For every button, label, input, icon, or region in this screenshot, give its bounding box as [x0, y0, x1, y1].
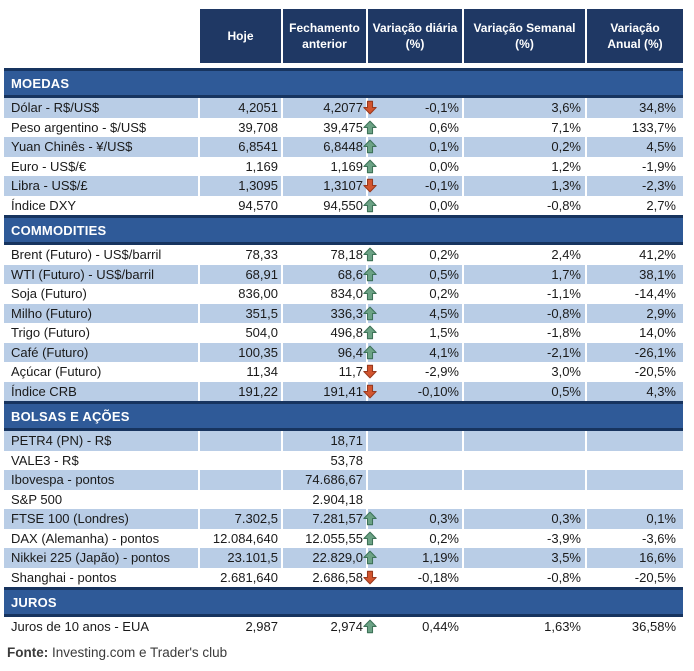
cell-variacao-semanal: -0,8%	[464, 568, 585, 588]
up-arrow-icon	[361, 247, 378, 262]
row-label: WTI (Futuro) - US$/barril	[4, 265, 198, 285]
cell-fechamento-anterior: 191,41	[283, 382, 366, 402]
column-header-1: Hoje	[200, 9, 281, 63]
row-label: Dólar - R$/US$	[4, 98, 198, 118]
table-row	[4, 304, 683, 324]
cell-fechamento-anterior: 53,78	[283, 451, 366, 471]
cell-variacao-semanal: 0,2%	[464, 137, 585, 157]
cell-fechamento-anterior: 39,475	[283, 118, 366, 138]
cell-variacao-anual: -26,1%	[587, 343, 683, 363]
up-arrow-icon	[361, 325, 378, 340]
cell-variacao-diaria	[368, 490, 462, 510]
cell-variacao-semanal: 1,3%	[464, 176, 585, 196]
cell-hoje	[200, 490, 281, 510]
cell-hoje	[200, 451, 281, 471]
table-body	[4, 68, 683, 637]
cell-fechamento-anterior: 11,7	[283, 362, 366, 382]
cell-variacao-diaria: 0,5%	[368, 265, 462, 285]
cell-variacao-diaria: -0,18%	[368, 568, 462, 588]
down-arrow-icon	[361, 178, 378, 193]
cell-variacao-anual	[587, 470, 683, 490]
row-label: Café (Futuro)	[4, 343, 198, 363]
cell-variacao-anual	[587, 490, 683, 510]
row-label: Nikkei 225 (Japão) - pontos	[4, 548, 198, 568]
cell-variacao-diaria	[368, 431, 462, 451]
down-arrow-icon	[361, 364, 378, 379]
cell-variacao-anual	[587, 451, 683, 471]
cell-hoje	[200, 470, 281, 490]
cell-fechamento-anterior: 22.829,0	[283, 548, 366, 568]
cell-variacao-anual: -1,9%	[587, 157, 683, 177]
up-arrow-icon	[361, 120, 378, 135]
cell-variacao-diaria: 0,0%	[368, 196, 462, 216]
cell-fechamento-anterior: 12.055,55	[283, 529, 366, 549]
table-row	[4, 548, 683, 568]
up-arrow-icon	[361, 511, 378, 526]
row-label: Brent (Futuro) - US$/barril	[4, 245, 198, 265]
cell-hoje: 504,0	[200, 323, 281, 343]
cell-variacao-diaria: 0,2%	[368, 529, 462, 549]
cell-variacao-semanal: -0,8%	[464, 196, 585, 216]
cell-variacao-diaria: -0,1%	[368, 176, 462, 196]
cell-fechamento-anterior: 96,4	[283, 343, 366, 363]
cell-hoje: 2.681,640	[200, 568, 281, 588]
table-row	[4, 157, 683, 177]
cell-fechamento-anterior: 2.686,58	[283, 568, 366, 588]
cell-variacao-semanal: 1,2%	[464, 157, 585, 177]
cell-hoje: 11,34	[200, 362, 281, 382]
cell-hoje: 68,91	[200, 265, 281, 285]
row-label: Peso argentino - $/US$	[4, 118, 198, 138]
table-header-row	[4, 9, 683, 63]
cell-variacao-anual: 14,0%	[587, 323, 683, 343]
cell-variacao-anual: -20,5%	[587, 362, 683, 382]
cell-variacao-semanal: -3,9%	[464, 529, 585, 549]
cell-variacao-anual: -2,3%	[587, 176, 683, 196]
table-row	[4, 98, 683, 118]
row-label: Shanghai - pontos	[4, 568, 198, 588]
cell-variacao-semanal: 2,4%	[464, 245, 585, 265]
cell-variacao-semanal: 3,0%	[464, 362, 585, 382]
cell-variacao-diaria: 0,1%	[368, 137, 462, 157]
table-row	[4, 470, 683, 490]
cell-variacao-semanal: 1,7%	[464, 265, 585, 285]
cell-hoje: 6,8541	[200, 137, 281, 157]
cell-fechamento-anterior: 336,3	[283, 304, 366, 324]
up-arrow-icon	[361, 619, 378, 634]
cell-variacao-semanal	[464, 451, 585, 471]
up-arrow-icon	[361, 286, 378, 301]
cell-hoje: 1,3095	[200, 176, 281, 196]
row-label: VALE3 - R$	[4, 451, 198, 471]
cell-hoje	[200, 431, 281, 451]
cell-variacao-semanal	[464, 490, 585, 510]
row-label: Milho (Futuro)	[4, 304, 198, 324]
cell-variacao-semanal: -1,1%	[464, 284, 585, 304]
cell-hoje: 39,708	[200, 118, 281, 138]
down-arrow-icon	[361, 570, 378, 585]
cell-variacao-diaria: 0,2%	[368, 245, 462, 265]
cell-fechamento-anterior: 68,6	[283, 265, 366, 285]
cell-fechamento-anterior: 834,0	[283, 284, 366, 304]
cell-fechamento-anterior: 94,550	[283, 196, 366, 216]
cell-variacao-anual: -14,4%	[587, 284, 683, 304]
cell-variacao-anual: -3,6%	[587, 529, 683, 549]
cell-variacao-diaria: -2,9%	[368, 362, 462, 382]
cell-variacao-semanal	[464, 470, 585, 490]
cell-variacao-diaria	[368, 451, 462, 471]
section-header-commodities: COMMODITIES	[4, 215, 683, 245]
cell-hoje: 23.101,5	[200, 548, 281, 568]
cell-fechamento-anterior: 7.281,57	[283, 509, 366, 529]
cell-variacao-anual	[587, 431, 683, 451]
cell-variacao-diaria: 0,2%	[368, 284, 462, 304]
column-header-2: Fechamento anterior	[283, 9, 366, 63]
cell-hoje: 7.302,5	[200, 509, 281, 529]
section-header-juros: JUROS	[4, 587, 683, 617]
cell-variacao-semanal: 0,3%	[464, 509, 585, 529]
table	[4, 9, 683, 660]
cell-variacao-anual: -20,5%	[587, 568, 683, 588]
cell-variacao-anual: 34,8%	[587, 98, 683, 118]
table-row	[4, 431, 683, 451]
row-label: Libra - US$/£	[4, 176, 198, 196]
cell-variacao-semanal: 3,6%	[464, 98, 585, 118]
up-arrow-icon	[361, 159, 378, 174]
table-row	[4, 451, 683, 471]
cell-variacao-anual: 2,9%	[587, 304, 683, 324]
row-label: PETR4 (PN) - R$	[4, 431, 198, 451]
cell-variacao-semanal: 1,63%	[464, 617, 585, 637]
cell-hoje: 1,169	[200, 157, 281, 177]
row-label: S&P 500	[4, 490, 198, 510]
cell-variacao-anual: 38,1%	[587, 265, 683, 285]
header-empty-corner	[4, 9, 198, 63]
cell-hoje: 836,00	[200, 284, 281, 304]
column-header-4: Variação Semanal (%)	[464, 9, 585, 63]
row-label: Índice CRB	[4, 382, 198, 402]
cell-variacao-anual: 4,3%	[587, 382, 683, 402]
up-arrow-icon	[361, 198, 378, 213]
cell-fechamento-anterior: 78,18	[283, 245, 366, 265]
cell-variacao-anual: 41,2%	[587, 245, 683, 265]
source-text: Investing.com e Trader's club	[48, 644, 228, 660]
cell-fechamento-anterior: 74.686,67	[283, 470, 366, 490]
table-row	[4, 245, 683, 265]
cell-variacao-diaria: 0,0%	[368, 157, 462, 177]
row-label: Juros de 10 anos - EUA	[4, 617, 198, 637]
cell-fechamento-anterior: 1,3107	[283, 176, 366, 196]
table-row	[4, 118, 683, 138]
source-label: Fonte:	[7, 644, 49, 660]
row-label: Yuan Chinês - ¥/US$	[4, 137, 198, 157]
table-row	[4, 568, 683, 588]
cell-fechamento-anterior: 1,169	[283, 157, 366, 177]
row-label: Índice DXY	[4, 196, 198, 216]
cell-variacao-semanal	[464, 431, 585, 451]
up-arrow-icon	[361, 139, 378, 154]
table-row	[4, 284, 683, 304]
cell-variacao-diaria: 0,6%	[368, 118, 462, 138]
up-arrow-icon	[361, 267, 378, 282]
cell-fechamento-anterior: 2,974	[283, 617, 366, 637]
cell-variacao-anual: 133,7%	[587, 118, 683, 138]
down-arrow-icon	[361, 384, 378, 399]
down-arrow-icon	[361, 100, 378, 115]
table-row	[4, 617, 683, 637]
cell-hoje: 351,5	[200, 304, 281, 324]
row-label: DAX (Alemanha) - pontos	[4, 529, 198, 549]
cell-hoje: 78,33	[200, 245, 281, 265]
cell-hoje: 12.084,640	[200, 529, 281, 549]
cell-variacao-diaria: 1,5%	[368, 323, 462, 343]
up-arrow-icon	[361, 306, 378, 321]
section-header-moedas: MOEDAS	[4, 68, 683, 98]
cell-hoje: 191,22	[200, 382, 281, 402]
table-row	[4, 382, 683, 402]
row-label: Trigo (Futuro)	[4, 323, 198, 343]
table-row	[4, 343, 683, 363]
table-row	[4, 529, 683, 549]
cell-variacao-semanal: 0,5%	[464, 382, 585, 402]
table-row	[4, 137, 683, 157]
cell-variacao-semanal: -2,1%	[464, 343, 585, 363]
table-row	[4, 490, 683, 510]
cell-variacao-anual: 2,7%	[587, 196, 683, 216]
table-row	[4, 509, 683, 529]
row-label: FTSE 100 (Londres)	[4, 509, 198, 529]
cell-hoje: 94,570	[200, 196, 281, 216]
table-row	[4, 265, 683, 285]
row-label: Euro - US$/€	[4, 157, 198, 177]
cell-variacao-diaria: 4,5%	[368, 304, 462, 324]
column-header-5: Variação Anual (%)	[587, 9, 683, 63]
cell-variacao-anual: 0,1%	[587, 509, 683, 529]
cell-variacao-anual: 36,58%	[587, 617, 683, 637]
cell-variacao-diaria: 1,19%	[368, 548, 462, 568]
cell-fechamento-anterior: 2.904,18	[283, 490, 366, 510]
cell-variacao-anual: 16,6%	[587, 548, 683, 568]
up-arrow-icon	[361, 531, 378, 546]
up-arrow-icon	[361, 345, 378, 360]
source-note	[4, 645, 683, 660]
table-row	[4, 196, 683, 216]
table-row	[4, 323, 683, 343]
cell-variacao-diaria: 4,1%	[368, 343, 462, 363]
cell-hoje: 2,987	[200, 617, 281, 637]
cell-variacao-semanal: 3,5%	[464, 548, 585, 568]
cell-variacao-diaria: -0,1%	[368, 98, 462, 118]
cell-hoje: 4,2051	[200, 98, 281, 118]
cell-variacao-diaria	[368, 470, 462, 490]
cell-variacao-anual: 4,5%	[587, 137, 683, 157]
cell-variacao-semanal: 7,1%	[464, 118, 585, 138]
cell-hoje: 100,35	[200, 343, 281, 363]
cell-variacao-semanal: -0,8%	[464, 304, 585, 324]
section-header-bolsas-e-a-es: BOLSAS E AÇÕES	[4, 401, 683, 431]
cell-fechamento-anterior: 4,2077	[283, 98, 366, 118]
cell-variacao-diaria: 0,3%	[368, 509, 462, 529]
cell-fechamento-anterior: 6,8448	[283, 137, 366, 157]
cell-fechamento-anterior: 496,8	[283, 323, 366, 343]
cell-variacao-diaria: 0,44%	[368, 617, 462, 637]
row-label: Soja (Futuro)	[4, 284, 198, 304]
row-label: Ibovespa - pontos	[4, 470, 198, 490]
table-row	[4, 362, 683, 382]
column-header-3: Variação diária (%)	[368, 9, 462, 63]
row-label: Açúcar (Futuro)	[4, 362, 198, 382]
cell-variacao-diaria: -0,10%	[368, 382, 462, 402]
cell-fechamento-anterior: 18,71	[283, 431, 366, 451]
up-arrow-icon	[361, 550, 378, 565]
table-row	[4, 176, 683, 196]
cell-variacao-semanal: -1,8%	[464, 323, 585, 343]
